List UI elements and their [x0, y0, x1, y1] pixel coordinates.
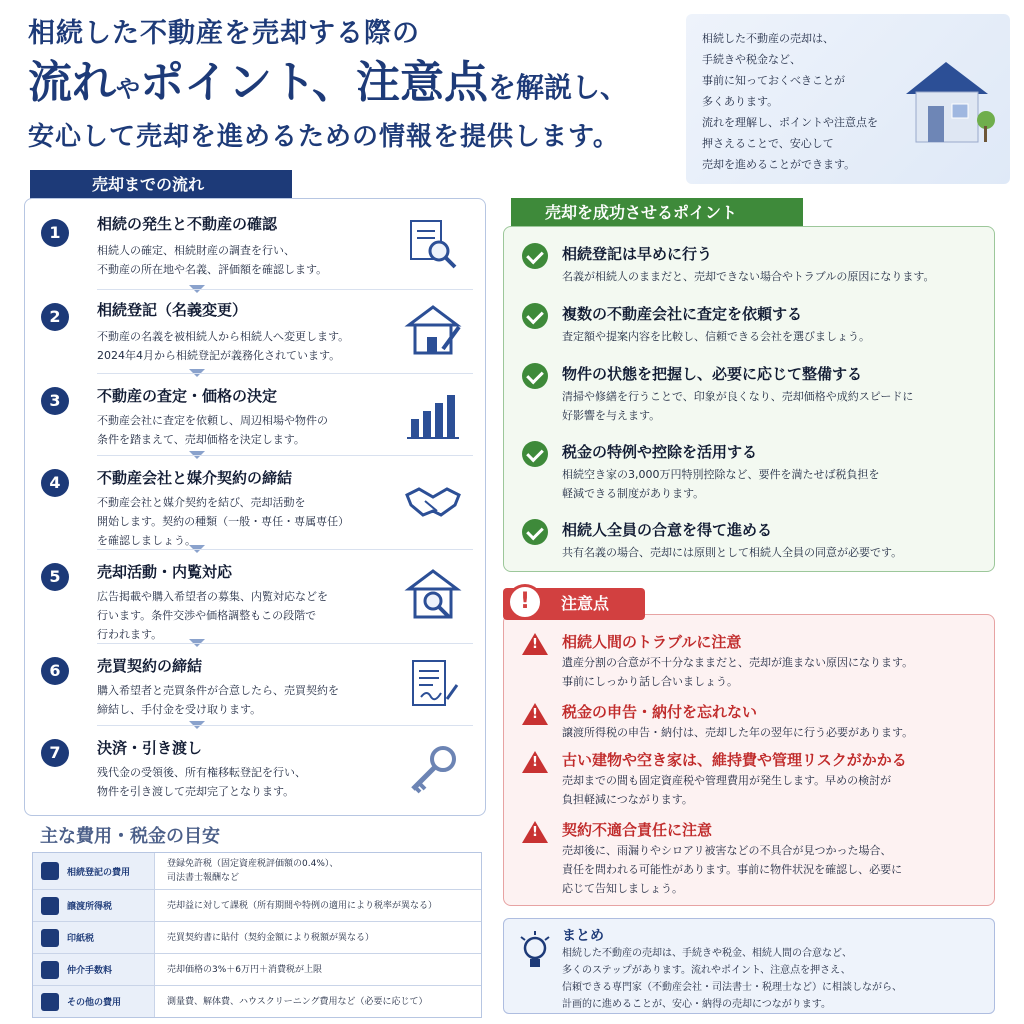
- step-desc: [97, 411, 387, 449]
- step-desc-line: 不動産の名義を被相続人から相続人へ変更します。: [97, 330, 350, 343]
- step-number: 4: [41, 469, 69, 497]
- costs-table: [32, 852, 482, 1018]
- contract-sign-icon: [403, 655, 463, 715]
- divider: [97, 549, 473, 550]
- point-title: 物件の状態を把握し、必要に応じて整備する: [562, 365, 863, 383]
- cost-label-cell: [33, 922, 155, 953]
- warning-icon: [522, 821, 548, 843]
- cost-label: 相続登記の費用: [67, 867, 131, 878]
- exclamation-icon: !: [507, 584, 543, 620]
- divider: [97, 289, 473, 290]
- cost-label: 仲介手数料: [67, 966, 113, 976]
- cost-label-cell: [33, 853, 155, 889]
- step-title: 不動産会社と媒介契約の締結: [97, 469, 293, 487]
- step-desc-line: 行います。条件交渉や価格調整もこの段階で: [97, 609, 317, 622]
- step-number: 2: [41, 303, 69, 331]
- point-title: 相続登記は早めに行う: [562, 245, 713, 263]
- check-icon: [522, 519, 548, 545]
- cost-label-cell: [33, 986, 155, 1017]
- step-desc-line: 物件を引き渡して売却完了となります。: [97, 785, 295, 798]
- caution-title: 相続人間のトラブルに注意: [562, 633, 742, 651]
- warning-icon: [522, 633, 548, 655]
- title-flow: 流れ: [28, 57, 116, 108]
- title-line-3: 安心して売却を進めるための情報を提供します。: [28, 122, 620, 152]
- step-desc-line: 不動産の所在地や名義、評価額を確認します。: [97, 263, 328, 276]
- caution-desc: [562, 771, 982, 809]
- caution-heading: 注意点: [561, 594, 610, 613]
- step-title: 決済・引き渡し: [97, 739, 203, 757]
- step-number: 5: [41, 563, 69, 591]
- point-desc: [562, 267, 982, 286]
- title-line-2: [28, 54, 678, 118]
- step-desc: [97, 327, 387, 365]
- cost-value-cell: [155, 890, 437, 921]
- table-row: [33, 889, 481, 921]
- intro-line: 押さえることで、安心して: [702, 137, 834, 150]
- caution-heading-tab: [503, 588, 645, 620]
- point-title: 相続人全員の合意を得て進める: [562, 521, 773, 539]
- house-pen-icon: [403, 299, 463, 359]
- document-search-icon: [403, 215, 463, 275]
- stamp-icon: [41, 929, 59, 947]
- handshake-icon: [403, 471, 463, 531]
- divider: [97, 725, 473, 726]
- point-desc-line: 軽減できる制度があります。: [562, 487, 705, 500]
- house-fee-icon: [41, 961, 59, 979]
- key-icon: [403, 741, 463, 801]
- registration-icon: [41, 862, 59, 880]
- flow-panel: [24, 198, 486, 816]
- step-desc-line: 2024年4月から相続登記が義務化されています。: [97, 349, 341, 362]
- step-desc-line: 不動産会社と媒介契約を結び、売却活動を: [97, 496, 306, 509]
- step-desc-line: 締結し、手付金を受け取ります。: [97, 703, 262, 716]
- step-title: 売却活動・内覧対応: [97, 563, 233, 581]
- point-desc-line: 清掃や修繕を行うことで、印象が良くなり、売却価格や成約スピードに: [562, 390, 914, 403]
- cost-value-cell: [155, 954, 322, 985]
- step-desc-line: 条件を踏まえて、売却価格を決定します。: [97, 433, 305, 446]
- point-desc-line: 好影響を与えます。: [562, 409, 661, 422]
- caution-desc-line: 譲渡所得税の申告・納付は、売却した年の翌年に行う必要があります。: [562, 726, 914, 739]
- point-desc-line: 共有名義の場合、売却には原則として相続人全員の同意が必要です。: [562, 546, 903, 559]
- point-title: 税金の特例や控除を活用する: [562, 443, 758, 461]
- caution-desc-line: 遺産分割の合意が不十分なままだと、売却が進まない原因になります。: [562, 656, 914, 669]
- step-desc-line: 購入希望者と売買条件が合意したら、売買契約を: [97, 684, 339, 697]
- cost-value-line: 司法書士報酬など: [167, 873, 240, 883]
- cost-value-cell: [155, 853, 338, 889]
- cost-value-line: 売買契約書に貼付（契約金額により税額が異なる）: [167, 932, 375, 943]
- intro-line: 事前に知っておくべきことが: [702, 74, 845, 87]
- cost-label: その他の費用: [67, 998, 122, 1008]
- cost-value-line: 売却益に対して課税（所有期間や特例の適用により税率が異なる）: [167, 900, 438, 911]
- check-icon: [522, 441, 548, 467]
- point-desc-line: 査定額や提案内容を比較し、信頼できる会社を選びましょう。: [562, 330, 870, 343]
- page-title: [28, 14, 678, 156]
- step-number: 7: [41, 739, 69, 767]
- check-icon: [522, 363, 548, 389]
- step-desc-line: 不動産会社に査定を依頼し、周辺相場や物件の: [97, 414, 328, 427]
- bar-chart-icon: [403, 383, 463, 443]
- title-ya: や: [116, 75, 140, 103]
- point-title: 複数の不動産会社に査定を依頼する: [562, 305, 803, 323]
- step-desc-line: 行われます。: [97, 628, 163, 641]
- divider: [97, 373, 473, 374]
- point-desc: [562, 387, 982, 425]
- step-desc: [97, 763, 387, 801]
- point-desc: [562, 465, 982, 503]
- step-desc: [97, 587, 387, 644]
- intro-line: 売却を進めることができます。: [702, 158, 856, 171]
- caution-desc-line: 事前にしっかり話し合いましょう。: [562, 675, 738, 688]
- point-desc: [562, 543, 982, 562]
- summary-box: [503, 918, 995, 1014]
- caution-desc: [562, 653, 982, 691]
- point-desc: [562, 327, 982, 346]
- caution-desc: [562, 723, 982, 742]
- cost-label: 譲渡所得税: [67, 902, 113, 912]
- caution-desc-line: 売却後に、雨漏りやシロアリ被害などの不具合が見つかった場合、: [562, 844, 892, 857]
- cost-value-line: 測量費、解体費、ハウスクリーニング費用など（必要に応じて）: [167, 996, 428, 1007]
- table-row: [33, 953, 481, 985]
- divider: [97, 455, 473, 456]
- step-title: 売買契約の締結: [97, 657, 203, 675]
- caution-desc-line: 売却までの間も固定資産税や管理費用が発生します。早めの検討が: [562, 774, 892, 787]
- intro-line: 相続した不動産の売却は、: [702, 32, 834, 45]
- step-desc-line: 広告掲載や購入希望者の募集、内覧対応などを: [97, 590, 328, 603]
- intro-line: 手続きや税金など、: [702, 53, 801, 66]
- summary-text: [562, 945, 982, 1013]
- step-title: 相続の発生と不動産の確認: [97, 215, 278, 233]
- check-icon: [522, 243, 548, 269]
- summary-heading: まとめ: [562, 928, 604, 944]
- caution-desc-line: 応じて告知しましょう。: [562, 882, 683, 895]
- table-row: [33, 921, 481, 953]
- step-desc: [97, 493, 387, 550]
- calculator-icon: [41, 897, 59, 915]
- step-desc-line: 開始します。契約の種類（一般・専任・専属専任）: [97, 515, 350, 528]
- caution-desc: [562, 841, 982, 898]
- points-panel: [503, 226, 995, 572]
- summary-line: 相続した不動産の売却は、手続きや税金、相続人間の合意など、: [562, 948, 852, 959]
- house-search-icon: [403, 563, 463, 623]
- summary-line: 信頼できる専門家（不動産会社・司法書士・税理士など）に相談しながら、: [562, 982, 902, 993]
- summary-line: 計画的に進めることが、安心・納得の売却につながります。: [562, 999, 831, 1010]
- step-desc-line: を確認しましょう。: [97, 534, 196, 547]
- intro-text: [702, 28, 912, 175]
- step-desc: [97, 681, 387, 719]
- cost-label: 印紙税: [67, 934, 95, 944]
- warning-icon: [522, 703, 548, 725]
- step-number: 6: [41, 657, 69, 685]
- caution-desc-line: 負担軽減につながります。: [562, 793, 693, 806]
- caution-panel: [503, 614, 995, 906]
- table-row: [33, 985, 481, 1017]
- table-row: [33, 853, 481, 889]
- intro-line: 多くあります。: [702, 95, 779, 108]
- cost-label-cell: [33, 890, 155, 921]
- step-desc: [97, 241, 387, 279]
- lightbulb-icon: [518, 931, 552, 975]
- flow-heading: 売却までの流れ: [30, 170, 292, 200]
- title-points: ポイント、注意点: [140, 57, 489, 108]
- step-number: 1: [41, 219, 69, 247]
- caution-title: 税金の申告・納付を忘れない: [562, 703, 758, 721]
- cost-value-line: 売却価格の3%＋6万円＋消費税が上限: [167, 964, 323, 975]
- costs-heading: 主な費用・税金の目安: [40, 826, 220, 847]
- points-heading: 売却を成功させるポイント: [511, 198, 803, 228]
- point-desc-line: 名義が相続人のままだと、売却できない場合やトラブルの原因になります。: [562, 270, 935, 283]
- step-desc-line: 相続人の確定、相続財産の調査を行い、: [97, 244, 295, 257]
- divider: [97, 643, 473, 644]
- cost-value-cell: [155, 986, 428, 1017]
- warning-icon: [522, 751, 548, 773]
- cost-value-cell: [155, 922, 374, 953]
- caution-title: 契約不適合責任に注意: [562, 821, 713, 839]
- summary-line: 多くのステップがあります。流れやポイント、注意点を押さえ、: [562, 965, 851, 976]
- caution-title: 古い建物や空き家は、維持費や管理リスクがかかる: [562, 751, 907, 769]
- title-explain: を解説し、: [488, 71, 629, 104]
- step-title: 不動産の査定・価格の決定: [97, 387, 278, 405]
- step-desc-line: 残代金の受領後、所有権移転登記を行い、: [97, 766, 306, 779]
- cost-value-line: 登録免許税（固定資産税評価額の0.4%）、: [167, 859, 339, 869]
- cost-label-cell: [33, 954, 155, 985]
- step-number: 3: [41, 387, 69, 415]
- point-desc-line: 相続空き家の3,000万円特別控除など、要件を満たせば税負担を: [562, 468, 880, 481]
- house-illustration-icon: [896, 50, 996, 150]
- title-line-1: 相続した不動産を売却する際の: [28, 18, 420, 49]
- step-title: 相続登記（名義変更）: [97, 301, 248, 319]
- intro-box: [686, 14, 1010, 184]
- other-fee-icon: [41, 993, 59, 1011]
- check-icon: [522, 303, 548, 329]
- caution-desc-line: 責任を問われる可能性があります。事前に物件状況を確認し、必要に: [562, 863, 903, 876]
- intro-line: 流れを理解し、ポイントや注意点を: [702, 116, 878, 129]
